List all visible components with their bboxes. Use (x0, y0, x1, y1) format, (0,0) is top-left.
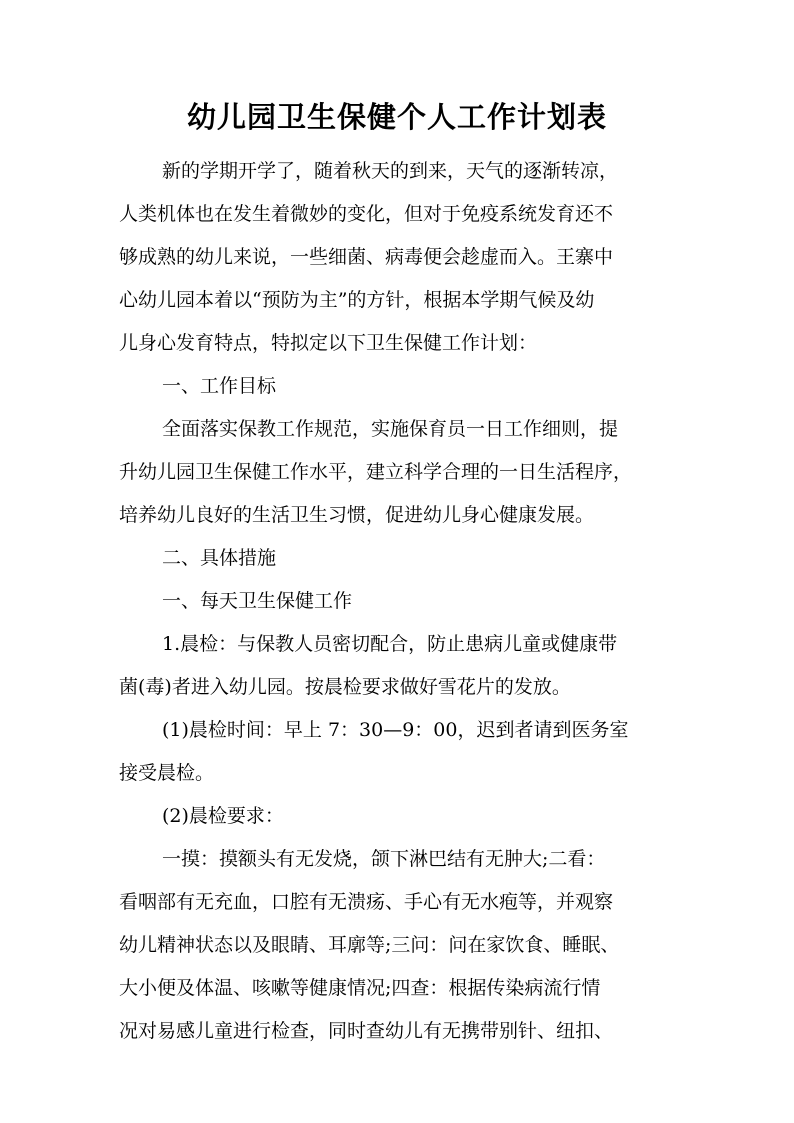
paragraph-line: 升幼儿园卫生保健工作水平，建立科学合理的一日生活程序， (119, 461, 633, 483)
paragraph-line: 大小便及体温、咳嗽等健康情况;四查：根据传染病流行情 (119, 977, 601, 999)
paragraph-line: 新的学期开学了，随着秋天的到来，天气的逐渐转凉， (162, 160, 619, 182)
paragraph-line: 菌(毒)者进入幼儿园。按晨检要求做好雪花片的发放。 (119, 676, 571, 698)
paragraph-line: 心幼儿园本着以“预防为主”的方针，根据本学期气候及幼 (119, 289, 595, 311)
paragraph-line: 全面落实保教工作规范，实施保育员一日工作细则，提 (162, 418, 619, 440)
paragraph-line: 幼儿精神状态以及眼睛、耳廓等;三问：问在家饮食、睡眠、 (119, 934, 620, 956)
document-title: 幼儿园卫生保健个人工作计划表 (186, 100, 607, 134)
paragraph-line: 人类机体也在发生着微妙的变化，但对于免疫系统发育还不 (119, 203, 614, 225)
paragraph-line: 1.晨检：与保教人员密切配合，防止患病儿童或健康带 (162, 633, 618, 655)
paragraph-line: (1)晨检时间：早上 7：30—9：00，迟到者请到医务室 (162, 719, 629, 741)
paragraph-line: 看咽部有无充血，口腔有无溃疡、手心有无水疱等，并观察 (119, 891, 614, 913)
paragraph-line: (2)晨检要求： (162, 805, 284, 827)
paragraph-line: 况对易感儿童进行检查，同时查幼儿有无携带别针、纽扣、 (119, 1020, 614, 1042)
paragraph-line: 接受晨检。 (119, 762, 215, 784)
section-heading: 一、工作目标 (162, 375, 277, 397)
paragraph-line: 够成熟的幼儿来说，一些细菌、病毒便会趁虚而入。王寨中 (119, 246, 614, 268)
paragraph-line: 儿身心发育特点，特拟定以下卫生保健工作计划： (119, 332, 538, 354)
paragraph-line: 一摸：摸额头有无发烧，颌下淋巴结有无肿大;二看： (162, 848, 606, 870)
paragraph-line: 培养幼儿良好的生活卫生习惯，促进幼儿身心健康发展。 (119, 504, 595, 526)
section-heading: 二、具体措施 (162, 547, 277, 569)
document-body (119, 150, 679, 1053)
subsection-heading: 一、每天卫生保健工作 (162, 590, 353, 612)
